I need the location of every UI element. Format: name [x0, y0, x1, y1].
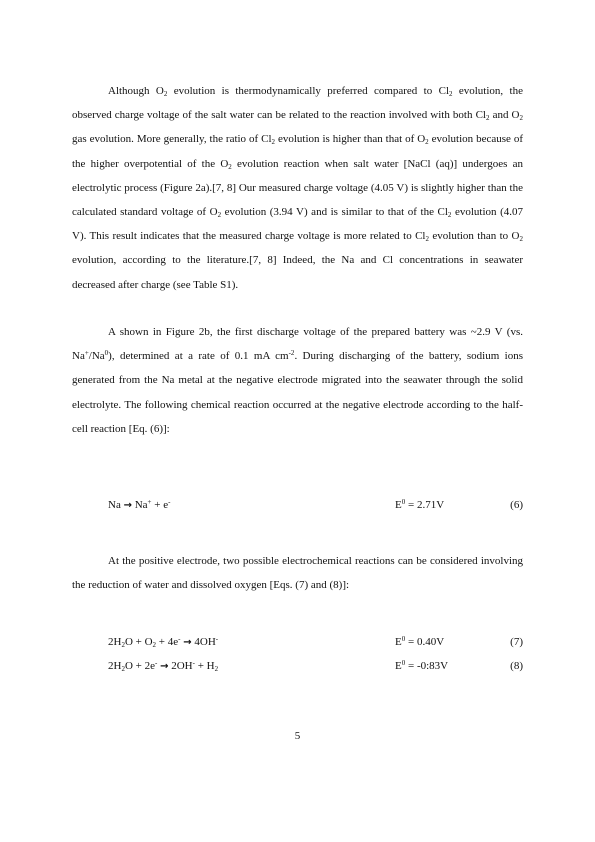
superscript: - — [168, 498, 171, 506]
superscript: - — [215, 635, 219, 643]
text-run: + e — [151, 499, 169, 511]
reaction-arrow-icon: → — [160, 661, 169, 672]
text-run: O + O — [124, 636, 153, 648]
text-run: evolution, the observed charge voltage of the salt water can be related to the reaction involved with both Cl — [72, 85, 523, 122]
subscript: 2 — [485, 114, 490, 123]
subscript: 2 — [519, 114, 523, 123]
text-run: 2H — [108, 636, 122, 648]
text-run: Na — [131, 499, 148, 511]
equation-7-reaction — [108, 632, 218, 653]
subscript: 2 — [271, 138, 276, 147]
subscript: 2 — [519, 235, 523, 244]
reaction-arrow-icon: → — [123, 500, 132, 511]
subscript: 2 — [121, 665, 125, 673]
subscript: 2 — [121, 641, 125, 649]
text-run: = 2.71V — [405, 499, 445, 511]
superscript: -2 — [288, 349, 295, 358]
subscript: 2 — [152, 641, 157, 649]
text-run: Although O — [108, 85, 164, 97]
text-run: Na — [108, 499, 124, 511]
text-run: + 4e — [156, 636, 179, 648]
subscript: 2 — [449, 90, 453, 98]
equation-8-potential — [395, 656, 448, 676]
paragraph-positive-electrode: At the positive electrode, two possible electrochemical reactions can be considered involving the reduction of water and dissolved oxygen [Eqs. (7) and (8)]: — [72, 555, 523, 592]
text-run: E — [395, 499, 402, 511]
equation-6-potential — [395, 495, 444, 515]
text-run: evolution because of the higher overpotential of the O — [72, 133, 524, 170]
paragraph-charge-voltage — [72, 79, 523, 297]
subscript: 2 — [228, 162, 232, 171]
text-run: 2OH — [168, 660, 193, 672]
text-run: evolution (4.07 V). This result indicates that the measured charge voltage is more related to Cl — [72, 206, 524, 243]
equation-8 — [108, 656, 523, 676]
superscript: - — [192, 659, 195, 667]
text-run: and O — [489, 109, 520, 122]
paragraph-discharge-voltage — [72, 320, 523, 441]
text-run: E — [395, 636, 402, 648]
text-run: evolution (3.94 V) and is similar to that of the Cl — [221, 206, 448, 219]
text-run: evolution is higher than that of O — [275, 133, 426, 146]
text-run: /Na — [88, 350, 105, 363]
superscript: + — [147, 498, 152, 506]
text-run: evolution is thermodynamically preferred compared to Cl — [167, 85, 449, 97]
text-run: evolution, according to the literature.[7, 8] Indeed, the Na and Cl concentrations in seawater decreased after charge (see Table S1). — [72, 254, 523, 291]
text-run: ), determined at a rate of 0.1 mA cm — [108, 350, 289, 363]
superscript: 0 — [401, 635, 406, 643]
text-run: gas evolution. More generally, the ratio of Cl — [72, 133, 272, 146]
superscript: 0 — [401, 659, 406, 667]
superscript: - — [178, 635, 181, 643]
subscript: 2 — [163, 90, 168, 98]
text-run: evolution reaction when salt water [NaCl (aq)] undergoes an electrolytic process (Figure 2a).[7, 8] Our measured charge voltage (4.05 V) is slightly higher than the calculated standard voltage of O — [72, 157, 523, 219]
text-run: E — [395, 660, 402, 672]
text-run: A shown in Figure 2b, the first discharge voltage of the prepared battery was ~2.9 V (vs. Na — [72, 326, 523, 363]
superscript: + — [84, 349, 89, 358]
equation-8-number: (8) — [510, 660, 523, 672]
subscript: 2 — [425, 138, 429, 147]
equation-7-number: (7) — [510, 636, 523, 648]
text-run: evolution than to O — [429, 230, 520, 243]
superscript: 0 — [104, 349, 109, 358]
reaction-arrow-icon: → — [183, 637, 192, 648]
text-run: 4OH — [191, 636, 216, 648]
subscript: 2 — [214, 665, 219, 673]
subscript: 2 — [447, 211, 452, 220]
equation-7-potential — [395, 632, 444, 652]
equation-6-reaction — [108, 495, 170, 516]
subscript: 2 — [217, 211, 222, 220]
text-run: 2H — [108, 660, 122, 672]
text-run: = -0:83V — [405, 660, 449, 672]
superscript: 0 — [401, 498, 406, 506]
text-run: . During discharging of the battery, sodium ions generated from the Na metal at the negative electrode migrated into the seawater through the solid electrolyte. The following chemical reaction occurred at the negative electrode according to the half-cell reaction [Eq. (6)]: — [72, 350, 523, 435]
subscript: 2 — [425, 235, 429, 244]
equation-7 — [108, 632, 523, 652]
equation-6 — [108, 495, 523, 515]
text-run: = 0.40V — [405, 636, 445, 648]
page-number: 5 — [294, 730, 301, 742]
text-run: O + 2e — [124, 660, 155, 672]
text-run: + H — [194, 660, 215, 672]
equation-6-number: (6) — [510, 499, 523, 511]
superscript: - — [154, 659, 158, 667]
equation-8-reaction — [108, 656, 218, 677]
